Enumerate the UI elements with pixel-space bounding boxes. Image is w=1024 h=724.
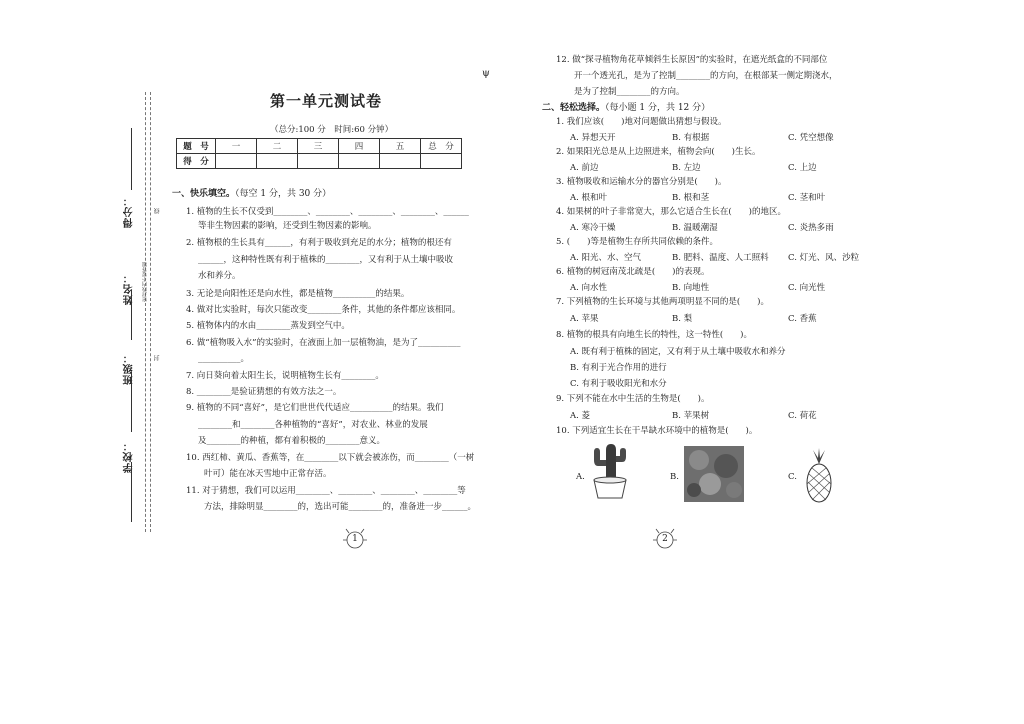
choice-option[interactable]: B. 向地性 bbox=[672, 283, 710, 293]
question-line: ________和________各种植物的“喜好”，对农业、林业的发展 bbox=[198, 420, 428, 430]
section-1-note: （每空 1 分，共 30 分） bbox=[235, 189, 332, 199]
section-2-heading bbox=[542, 100, 710, 113]
choice-option[interactable]: B. 苹果树 bbox=[672, 411, 710, 421]
choice-question-stem: 7. 下列植物的生长环境与其他两项明显不同的是( )。 bbox=[556, 297, 769, 307]
choice-question-stem: 6. 植物的树冠南茂北疏是( )的表现。 bbox=[556, 267, 710, 277]
question-line: 水和养分。 bbox=[198, 271, 241, 281]
choice-option[interactable]: C. 灯光、风、沙粒 bbox=[788, 253, 860, 263]
score-entry-cell[interactable] bbox=[421, 154, 462, 169]
page-number-left bbox=[342, 527, 368, 549]
choice-question-stem: 4. 如果树的叶子非常宽大，那么它适合生长在( )的地区。 bbox=[556, 207, 786, 217]
choice-question-stem: 9. 下列不能在水中生活的生物是( )。 bbox=[556, 394, 710, 404]
score-entry-cell[interactable] bbox=[339, 154, 380, 169]
question-line: ______，这种特性既有利于植株的________，又有利于从土壤中吸收 bbox=[198, 255, 454, 265]
question-line: __________。 bbox=[198, 354, 250, 364]
question-line: 5. 植物体内的水由________蒸发到空气中。 bbox=[186, 321, 350, 331]
choice-option[interactable]: C. 茎和叶 bbox=[788, 193, 826, 203]
choice-option[interactable]: A. 向水性 bbox=[570, 283, 608, 293]
score-table-cell: 二 bbox=[257, 139, 298, 154]
question-line: 11. 对于猜想，我们可以运用________、________、________、________等 bbox=[186, 486, 466, 496]
choice-option[interactable]: C. 凭空想像 bbox=[788, 133, 834, 143]
score-entry-cell[interactable] bbox=[380, 154, 421, 169]
section-1-heading bbox=[172, 186, 331, 199]
question-line: 7. 向日葵向着太阳生长，说明植物生长有________。 bbox=[186, 371, 384, 381]
question-line: 1. 植物的生长不仅受到________、________、________、________、______ bbox=[186, 207, 469, 217]
choice-question-stem: 1. 我们应该( )地对问题做出猜想与假设。 bbox=[556, 117, 727, 127]
question-line: 2. 植物根的生长具有______，有利于吸收到充足的水分；植物的根还有 bbox=[186, 238, 452, 248]
question-line: 叶可）能在冰天雪地中正常存活。 bbox=[204, 469, 332, 479]
score-field-label: 得分： bbox=[124, 195, 135, 228]
score-table-score-row bbox=[177, 154, 462, 169]
choice-option[interactable]: C. 上边 bbox=[788, 163, 817, 173]
page-number-text: 1 bbox=[352, 534, 358, 544]
score-entry-cell[interactable] bbox=[298, 154, 339, 169]
page-number-right bbox=[652, 527, 678, 549]
choice-question-stem: 2. 如果阳光总是从上边照进来，植物会向( )生长。 bbox=[556, 147, 761, 157]
score-table-cell: 题 号 bbox=[177, 139, 216, 154]
choice-option[interactable]: A. 苹果 bbox=[570, 314, 599, 324]
fold-note: 密封线内不要答题 bbox=[142, 262, 148, 302]
question-line: 9. 植物的不同“喜好”，是它们世世代代适应__________的结果。我们 bbox=[186, 403, 444, 413]
score-entry-cell[interactable] bbox=[216, 154, 257, 169]
choice-question-stem: 8. 植物的根具有向地生长的特性，这一特性( )。 bbox=[556, 330, 752, 340]
section-2-title: 二、轻松选择。 bbox=[542, 103, 606, 113]
corner-ornament-icon: ψ bbox=[482, 68, 490, 79]
question-line: 等非生物因素的影响，还受到生物因素的影响。 bbox=[198, 221, 377, 231]
section-1-title: 一、快乐填空。 bbox=[172, 189, 236, 199]
pineapple-picture bbox=[804, 448, 834, 504]
question-line: 10. 西红柿、黄瓜、香蕉等，在________以下就会被冻伤，而________（一树 bbox=[186, 453, 475, 463]
name-field-label: 姓名： bbox=[124, 272, 135, 305]
choice-question-stem: 10. 下列适宜生长在干旱缺水环境中的植物是( )。 bbox=[556, 426, 758, 436]
choice-option[interactable]: A. bbox=[576, 472, 585, 482]
choice-option[interactable]: B. bbox=[670, 472, 679, 482]
choice-option[interactable]: A. 阳光、水、空气 bbox=[570, 253, 642, 263]
score-table-cell: 四 bbox=[339, 139, 380, 154]
school-field-label: 学校： bbox=[124, 440, 135, 473]
question-line: 方法，排除明显________的，选出可能________的，准备进一步______。 bbox=[204, 502, 477, 512]
question-line: 12. 做“探寻植物角花草倾斜生长原因”的实验时，在遮光纸盒的不同部位 bbox=[556, 55, 828, 65]
choice-option[interactable]: C. 有利于吸收阳光和水分 bbox=[570, 379, 667, 389]
choice-option[interactable]: C. 香蕉 bbox=[788, 314, 817, 324]
choice-option[interactable]: C. 炎热多雨 bbox=[788, 223, 834, 233]
cactus-pot-picture bbox=[586, 440, 630, 502]
choice-question-stem: 3. 植物吸收和运输水分的器官分别是( )。 bbox=[556, 177, 727, 187]
choice-option[interactable]: A. 既有利于植株的固定，又有利于从土壤中吸收水和养分 bbox=[570, 347, 786, 357]
score-entry-cell[interactable] bbox=[257, 154, 298, 169]
score-table-cell: 总 分 bbox=[421, 139, 462, 154]
choice-option[interactable]: C. bbox=[788, 472, 797, 482]
question-line: 开一个透光孔，是为了控制________的方向，在根部某一侧定期浇水， bbox=[574, 71, 838, 81]
fold-mark-bottom: 封 bbox=[154, 355, 161, 361]
score-table-header-row bbox=[177, 139, 462, 154]
choice-option[interactable]: B. 根和茎 bbox=[672, 193, 710, 203]
question-line: 6. 做“植物吸入水”的实验时，在液面上加一层植物油，是为了__________ bbox=[186, 338, 461, 348]
section-2-note: （每小题 1 分，共 12 分） bbox=[605, 103, 711, 113]
choice-option[interactable]: A. 根和叶 bbox=[570, 193, 608, 203]
fold-mark-top: 线 bbox=[154, 208, 161, 214]
choice-option[interactable]: B. 有根据 bbox=[672, 133, 710, 143]
choice-option[interactable]: A. 寒冷干燥 bbox=[570, 223, 616, 233]
score-table-cell: 一 bbox=[216, 139, 257, 154]
choice-option[interactable]: C. 荷花 bbox=[788, 411, 817, 421]
choice-option[interactable]: A. 异想天开 bbox=[570, 133, 616, 143]
score-table-cell: 得 分 bbox=[177, 154, 216, 169]
exam-page-2 bbox=[520, 0, 900, 724]
choice-option[interactable]: A. 菱 bbox=[570, 411, 591, 421]
exam-page-1 bbox=[110, 0, 500, 724]
page-number-text: 2 bbox=[662, 534, 668, 544]
choice-option[interactable]: C. 向光性 bbox=[788, 283, 826, 293]
choice-option[interactable]: B. 温暖潮湿 bbox=[672, 223, 718, 233]
question-line: 4. 做对比实验时，每次只能改变________条件，其他的条件都应该相同。 bbox=[186, 305, 461, 315]
exam-subtitle: （总分:100 分 时间:60 分钟） bbox=[270, 125, 394, 135]
choice-option[interactable]: A. 前边 bbox=[570, 163, 599, 173]
lotus-pond-picture bbox=[684, 446, 744, 502]
choice-option[interactable]: B. 梨 bbox=[672, 314, 693, 324]
class-field-label: 班级： bbox=[124, 352, 135, 385]
score-table-cell: 三 bbox=[298, 139, 339, 154]
score-table bbox=[176, 138, 462, 169]
question-line: 及________的种植，都有着积极的________意义。 bbox=[198, 436, 386, 446]
score-table-cell: 五 bbox=[380, 139, 421, 154]
choice-option[interactable]: B. 左边 bbox=[672, 163, 701, 173]
choice-option[interactable]: B. 肥料、温度、人工照料 bbox=[672, 253, 769, 263]
question-line: 3. 无论是向阳性还是向水性，都是植物__________的结果。 bbox=[186, 289, 410, 299]
choice-option[interactable]: B. 有利于光合作用的进行 bbox=[570, 363, 667, 373]
question-line: 8. ________是验证猜想的有效方法之一。 bbox=[186, 387, 342, 397]
page-title: 第一单元测试卷 bbox=[270, 92, 383, 110]
choice-question-stem: 5. ( )等是植物生存所共同依赖的条件。 bbox=[556, 237, 718, 247]
question-line: 是为了控制________的方向。 bbox=[574, 87, 685, 97]
